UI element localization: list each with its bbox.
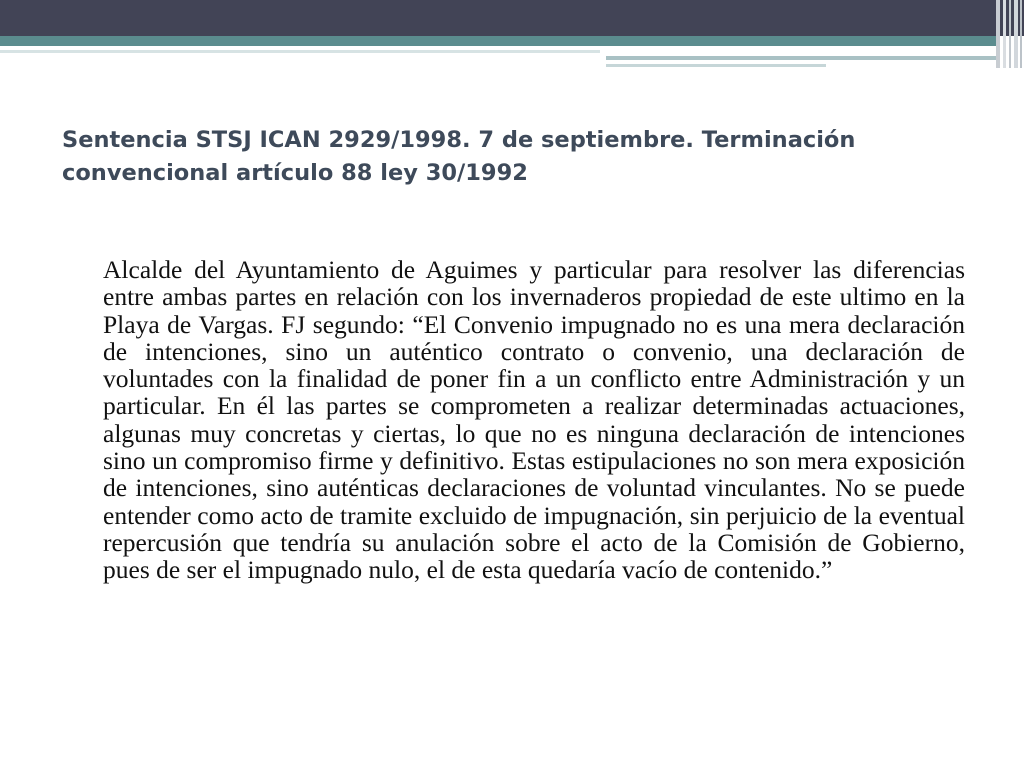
- header-accent-line: [606, 56, 1000, 60]
- slide-title: Sentencia STSJ ICAN 2929/1998. 7 de septiembre. Terminación convencional artículo 88 ley 30/1992: [62, 127, 856, 186]
- slide-body-text: Alcalde del Ayuntamiento de Aguimes y particular para resolver las diferencias entre ambas partes en relación con los invernaderos propiedad de este ultimo en la Playa de Vargas. FJ segundo: “El Convenio impugnado no es una mera declaración de intenciones, sino un auténtico contrato o convenio, una declaración de voluntades con la finalidad de poner fin a un conflicto entre Administración y un particular. En él las partes se comprometen a realizar determinadas actuaciones, algunas muy concretas y ciertas, lo que no es ninguna declaración de intenciones sino un compromiso firme y definitivo. Estas estipulaciones no son mera exposición de intenciones, sino auténticas declaraciones de voluntad vinculantes. No se puede entender como acto de tramite excluido de impugnación, sin perjuicio de la eventual repercusión que tendría su anulación sobre el acto de la Comisión de Gobierno, pues de ser el impugnado nulo, el de esta quedaría vacío de contenido.”: [103, 255, 965, 585]
- header-teal-band: [0, 36, 1000, 46]
- header-accent-line: [606, 64, 826, 67]
- decorative-vertical-bar: [996, 0, 1000, 68]
- decorative-vertical-bar: [1003, 0, 1006, 68]
- decorative-vertical-bar: [1020, 0, 1022, 68]
- header-accent-line: [0, 50, 600, 53]
- decorative-vertical-bar: [1014, 0, 1018, 68]
- header-dark-band: [0, 0, 1024, 36]
- decorative-vertical-bar: [1009, 0, 1011, 68]
